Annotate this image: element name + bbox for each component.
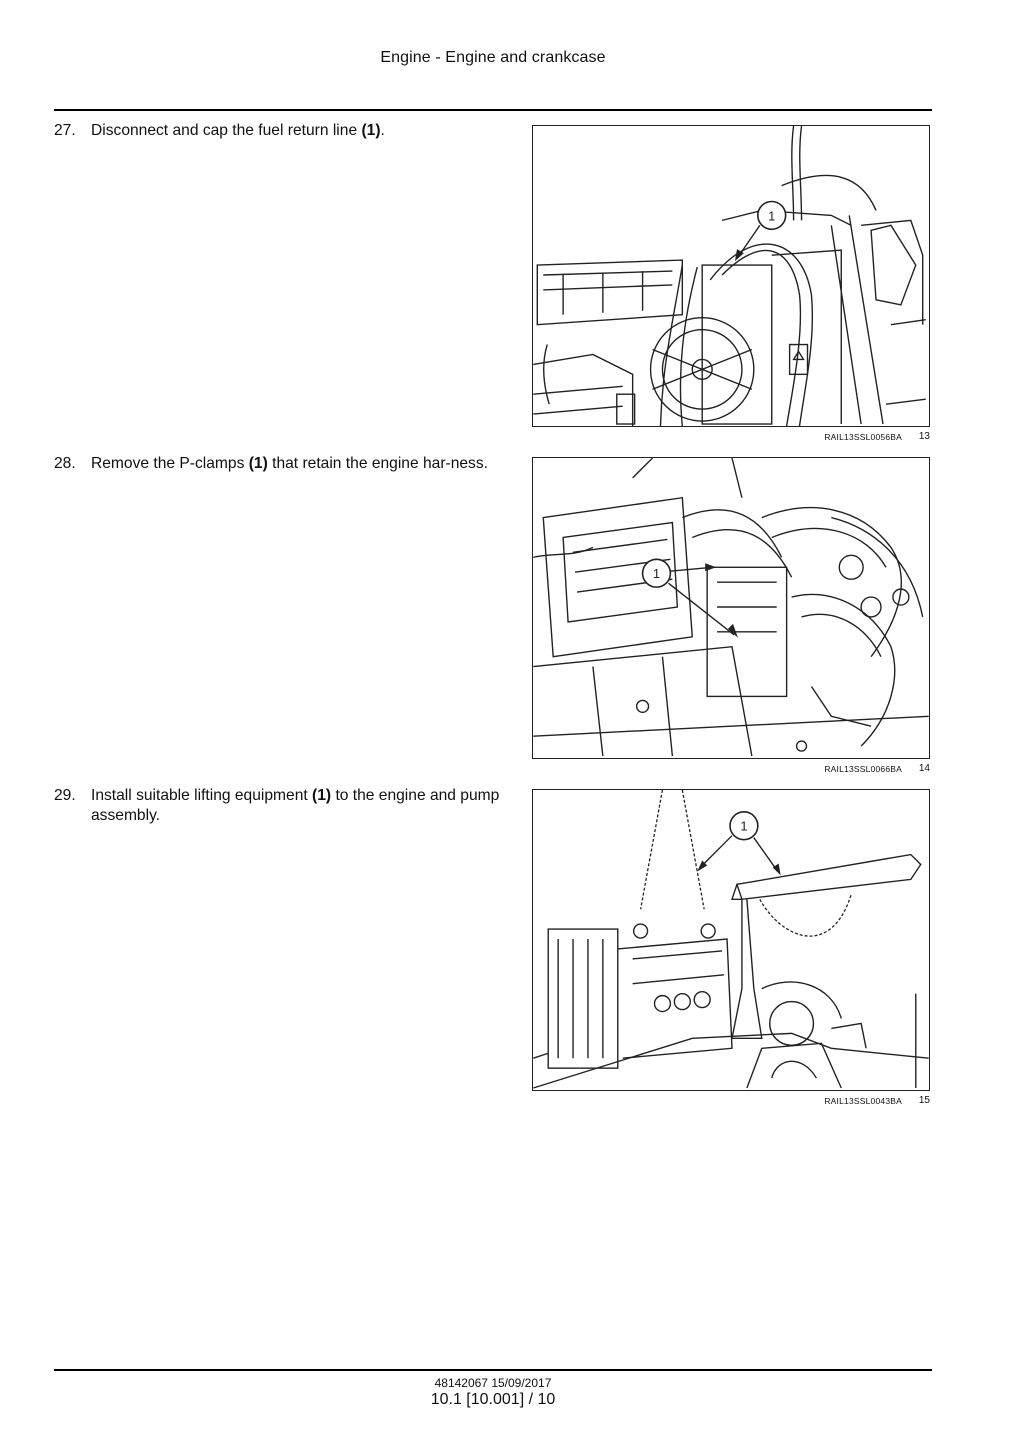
step-text: Remove the P-clamps (1) that retain the engine har-ness. — [91, 455, 488, 472]
figure-number: 13 — [918, 431, 930, 442]
step-number: 29. — [54, 787, 76, 804]
figure-number: 15 — [918, 1095, 930, 1106]
figure-code: RAIL13SSL0043BA — [824, 1096, 902, 1106]
footer-page-number: 10.1 [10.001] / 10 — [430, 1391, 556, 1408]
callout-number: 1 — [740, 818, 748, 834]
engine-illustration — [533, 458, 929, 758]
header-rule — [54, 109, 932, 111]
lifting-illustration — [533, 790, 929, 1090]
step-29 — [54, 786, 504, 826]
step-number: 27. — [54, 122, 76, 139]
figure-caption — [532, 432, 930, 446]
figure-number: 14 — [918, 763, 930, 774]
figure-fuel-return-line — [532, 125, 930, 427]
figure-lifting-equipment — [532, 789, 930, 1091]
step-27 — [54, 121, 504, 141]
footer-rule — [54, 1369, 932, 1371]
figure-engine-harness — [532, 457, 930, 759]
engine-illustration — [533, 126, 929, 426]
footer-document-id: 48142067 15/09/2017 — [434, 1376, 552, 1390]
step-text: Install suitable lifting equipment (1) to the engine and pump assembly. — [91, 787, 500, 824]
callout-ref: (1) — [361, 122, 381, 139]
step-text: Disconnect and cap the fuel return line (1). — [91, 122, 385, 139]
figure-caption — [532, 1096, 930, 1110]
figure-code: RAIL13SSL0056BA — [824, 432, 902, 442]
callout-ref: (1) — [248, 455, 268, 472]
callout-number: 1 — [652, 566, 661, 582]
step-28 — [54, 454, 504, 474]
callout-number: 1 — [768, 208, 776, 224]
step-number: 28. — [54, 455, 76, 472]
page-header-title: Engine - Engine and crankcase — [380, 49, 606, 66]
figure-code: RAIL13SSL0066BA — [824, 764, 902, 774]
figure-caption — [532, 764, 930, 778]
callout-ref: (1) — [312, 787, 332, 804]
